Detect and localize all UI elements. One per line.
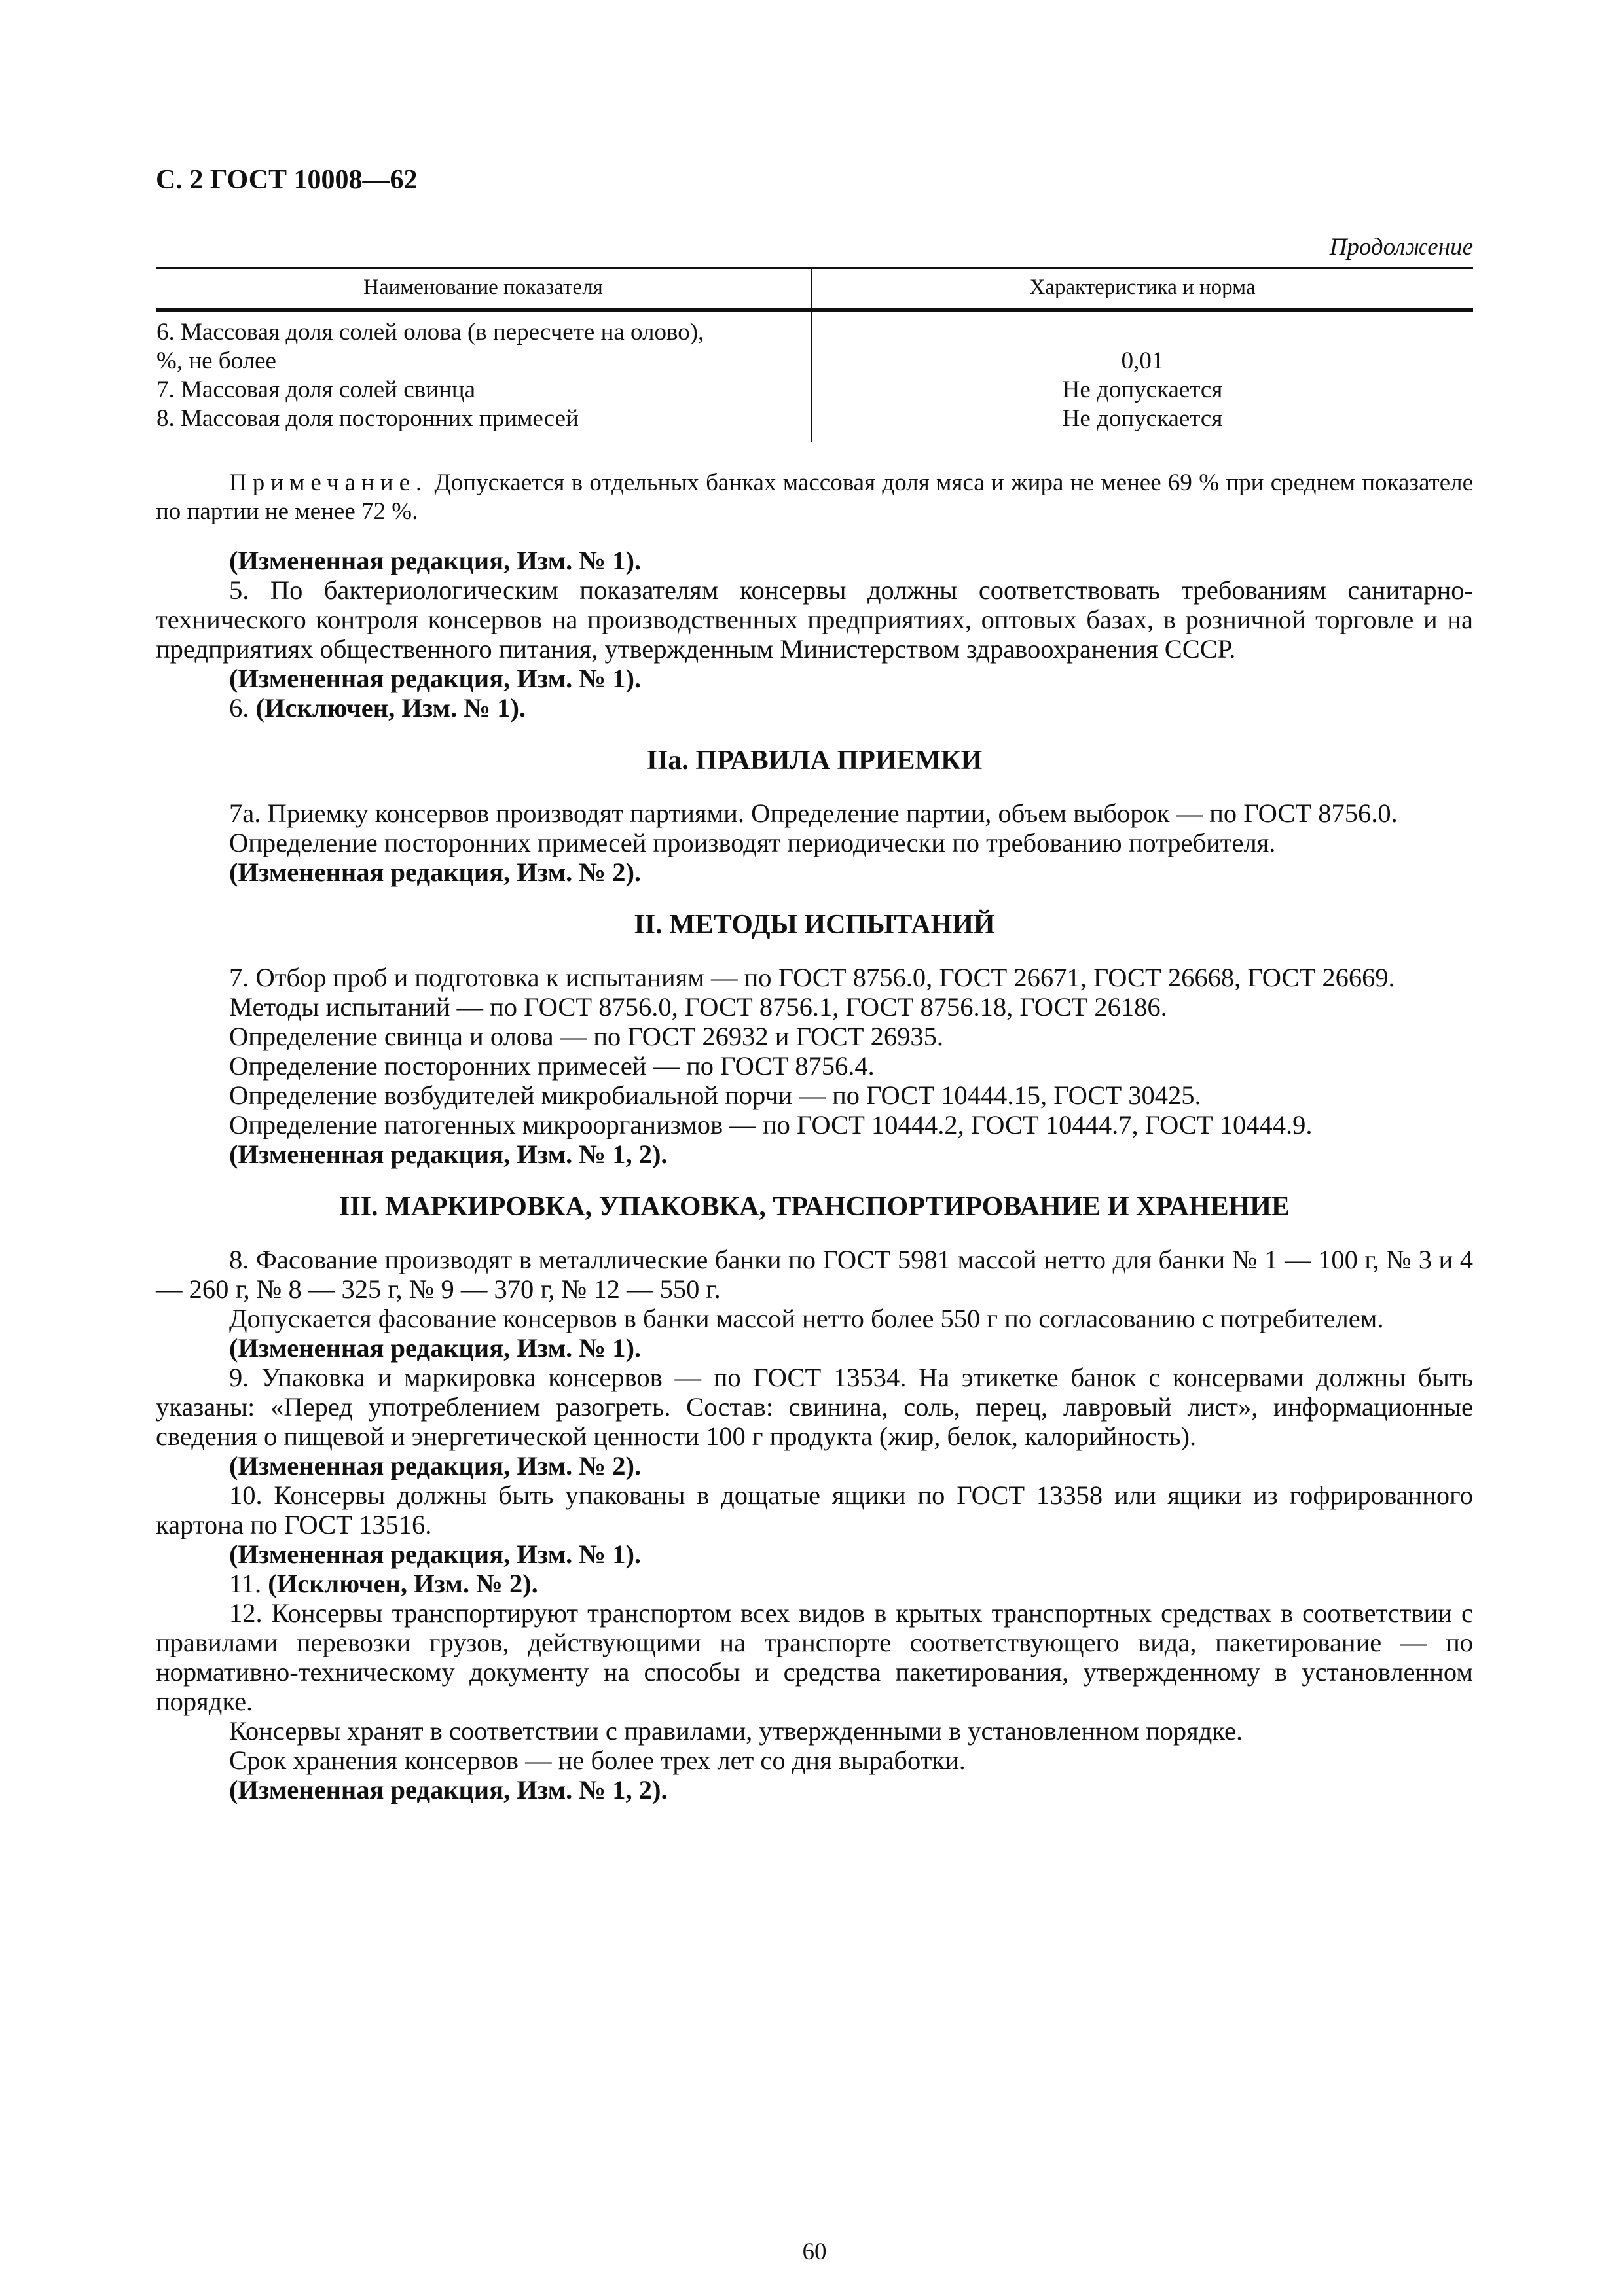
- row-value: 0,01: [1121, 348, 1164, 374]
- paragraph-12: 12. Консервы транспортируют транспортом всех видов в крытых транспортных средствах в соответствии с правилами перевозки грузов, действующими на транспорте соответствующего вида, пакетирование — по нормативно-техническому документу на способы и средства пакетирования, утвержденному в установленном порядке.: [156, 1598, 1473, 1716]
- note-label: Примечание.: [229, 469, 428, 496]
- paragraph-number: 6.: [229, 693, 249, 723]
- row-name: 8. Массовая доля посторонних примесей: [156, 405, 579, 432]
- paragraph-6: [156, 693, 1473, 723]
- paragraph-7-4: Определение посторонних примесей — по ГОСТ 8756.4.: [229, 1051, 875, 1081]
- paragraph-12-3: Срок хранения консервов — не более трех лет со дня выработки.: [229, 1746, 966, 1775]
- amendment-note: (Измененная редакция, Изм. № 1).: [229, 1539, 642, 1569]
- paragraph-7-2: Методы испытаний — по ГОСТ 8756.0, ГОСТ 8756.1, ГОСТ 8756.18, ГОСТ 26186.: [229, 992, 1167, 1022]
- paragraph-7-3: Определение свинца и олова — по ГОСТ 26932 и ГОСТ 26935.: [229, 1022, 943, 1051]
- paragraph-11: [156, 1569, 1473, 1598]
- table-row: [156, 310, 1473, 443]
- page-header: С. 2 ГОСТ 10008—62: [156, 165, 418, 195]
- amendment-note: (Измененная редакция, Изм. № 2).: [229, 857, 642, 887]
- paragraph-8: 8. Фасование производят в металлические банки по ГОСТ 5981 массой нетто для банки № 1 — 100 г, № 3 и 4 — 260 г, № 8 — 325 г, № 9 — 370 г, № 12 — 550 г.: [156, 1245, 1473, 1304]
- section-title-marking: III. МАРКИРОВКА, УПАКОВКА, ТРАНСПОРТИРОВАНИЕ И ХРАНЕНИЕ: [339, 1192, 1290, 1222]
- row-value: Не допускается: [1062, 376, 1223, 403]
- paragraph-5: 5. По бактериологическим показателям консервы должны соответствовать требованиям санитарно-технического контроля консервов на производственных предприятиях, оптовых базах, в розничной торговле и на предприятиях общественного питания, утвержденным Министерством здравоохранения СССР.: [156, 575, 1473, 664]
- amendment-note: (Измененная редакция, Изм. № 1).: [229, 664, 642, 693]
- excluded-note: (Исключен, Изм. № 1).: [255, 693, 526, 723]
- paragraph-7: 7. Отбор проб и подготовка к испытаниям — по ГОСТ 8756.0, ГОСТ 26671, ГОСТ 26668, ГОСТ 26669.: [229, 963, 1395, 992]
- indicator-table: [156, 267, 1473, 442]
- page-number: 60: [802, 2238, 827, 2265]
- paragraph-number: 11.: [229, 1569, 262, 1598]
- paragraph-7a: 7а. Приемку консервов производят партиями. Определение партии, объем выборок — по ГОСТ 8756.0.: [229, 798, 1398, 828]
- row-value: Не допускается: [1062, 405, 1223, 432]
- paragraph-8-2: Допускается фасование консервов в банки массой нетто более 550 г по согласованию с потребителем.: [229, 1304, 1384, 1333]
- excluded-note: (Исключен, Изм. № 2).: [268, 1569, 538, 1598]
- row-name: 7. Массовая доля солей свинца: [156, 376, 475, 403]
- paragraph-10: 10. Консервы должны быть упакованы в дощатые ящики по ГОСТ 13358 или ящики из гофрированного картона по ГОСТ 13516.: [156, 1480, 1473, 1539]
- section-title-acceptance: IIa. ПРАВИЛА ПРИЕМКИ: [646, 745, 983, 776]
- paragraph-7-5: Определение возбудителей микробиальной порчи — по ГОСТ 10444.15, ГОСТ 30425.: [229, 1081, 1201, 1110]
- continuation-label: Продолжение: [1329, 234, 1473, 260]
- table-note: [156, 469, 1473, 526]
- paragraph-7-6: Определение патогенных микроорганизмов — по ГОСТ 10444.2, ГОСТ 10444.7, ГОСТ 10444.9.: [229, 1110, 1313, 1139]
- document-page: [156, 164, 1474, 2265]
- row-name: 6. Массовая доля солей олова (в пересчете на олово),: [156, 319, 704, 346]
- column-header-value: Характеристика и норма: [811, 268, 1473, 310]
- amendment-note: (Измененная редакция, Изм. № 1).: [229, 1333, 642, 1363]
- section-title-methods: II. МЕТОДЫ ИСПЫТАНИЙ: [634, 910, 995, 940]
- paragraph-9: 9. Упаковка и маркировка консервов — по ГОСТ 13534. На этикетке банок с консервами должны быть указаны: «Перед употреблением разогреть. Состав: свинина, соль, перец, лавровый лист», информационные сведения о пищевой и энергетической ценности 100 г продукта (жир, белок, калорийность).: [156, 1363, 1473, 1451]
- paragraph-12-2: Консервы хранят в соответствии с правилами, утвержденными в установленном порядке.: [229, 1716, 1243, 1746]
- paragraph-7a-2: Определение посторонних примесей производят периодически по требованию потребителя.: [229, 828, 1276, 857]
- amendment-note: (Измененная редакция, Изм. № 1, 2).: [229, 1139, 668, 1169]
- amendment-note: (Измененная редакция, Изм. № 1).: [229, 546, 642, 575]
- amendment-note: (Измененная редакция, Изм. № 2).: [229, 1451, 642, 1480]
- note-text: Допускается в отдельных банках массовая доля мяса и жира не менее 69 % при среднем показателе по партии не менее 72 %.: [156, 469, 1474, 525]
- row-name-cont: %, не более: [156, 348, 276, 374]
- amendment-note: (Измененная редакция, Изм. № 1, 2).: [229, 1775, 668, 1804]
- column-header-name: Наименование показателя: [156, 268, 811, 310]
